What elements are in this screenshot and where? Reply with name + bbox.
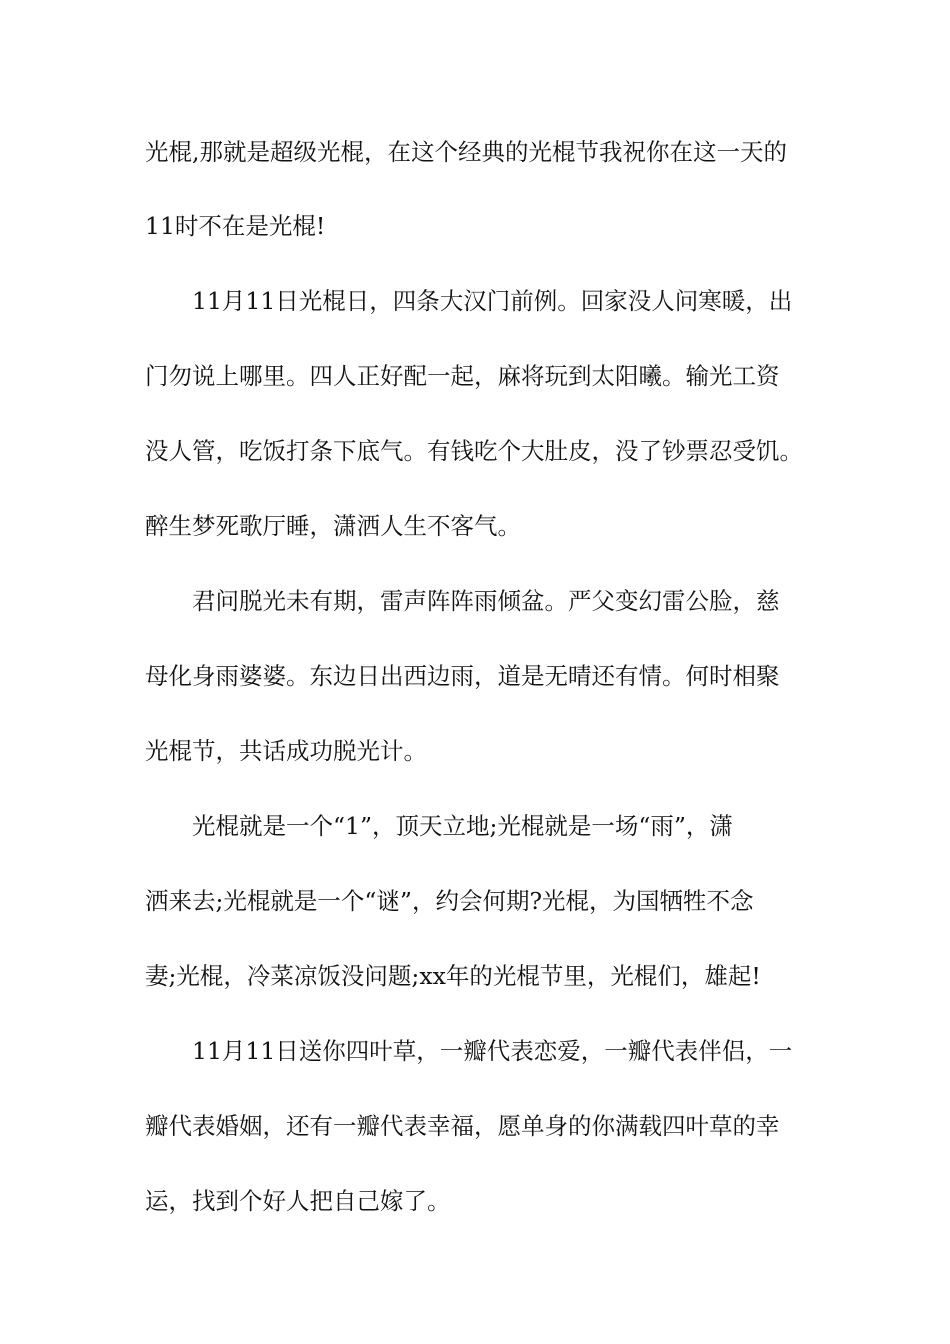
- text-line: 光棍,那就是超级光棍，在这个经典的光棍节我祝你在这一天的: [145, 138, 787, 166]
- paragraph-first-line: 11月11日光棍日，四条大汉门前例。回家没人问寒暖，出: [192, 287, 793, 315]
- text-line: 门勿说上哪里。四人正好配一起，麻将玩到太阳曦。输光工资: [145, 362, 780, 390]
- text-line: 醉生梦死歌厅睡，潇洒人生不客气。: [145, 512, 521, 540]
- text-line: 没人管，吃饭打条下底气。有钱吃个大肚皮，没了钞票忍受饥。: [145, 437, 803, 465]
- text-line: 11时不在是光棍!: [145, 212, 326, 240]
- text-line: 妻;光棍，冷菜凉饭没问题;xx年的光棍节里，光棍们，雄起!: [145, 962, 761, 990]
- paragraph-first-line: 11月11日送你四叶草，一瓣代表恋爱，一瓣代表伴侣，一: [192, 1037, 793, 1065]
- paragraph-first-line: 光棍就是一个“1”，顶天立地;光棍就是一场“雨”，潇: [192, 812, 733, 840]
- text-line: 洒来去;光棍就是一个“谜”，约会何期?光棍，为国牺牲不念: [145, 887, 754, 915]
- text-line: 瓣代表婚姻，还有一瓣代表幸福，愿单身的你满载四叶草的幸: [145, 1112, 780, 1140]
- text-line: 运，找到个好人把自己嫁了。: [145, 1187, 451, 1215]
- text-line: 母化身雨婆婆。东边日出西边雨，道是无晴还有情。何时相聚: [145, 662, 780, 690]
- paragraph-first-line: 君问脱光未有期，雷声阵阵雨倾盆。严父变幻雷公脸，慈: [192, 587, 780, 615]
- text-line: 光棍节，共话成功脱光计。: [145, 737, 427, 765]
